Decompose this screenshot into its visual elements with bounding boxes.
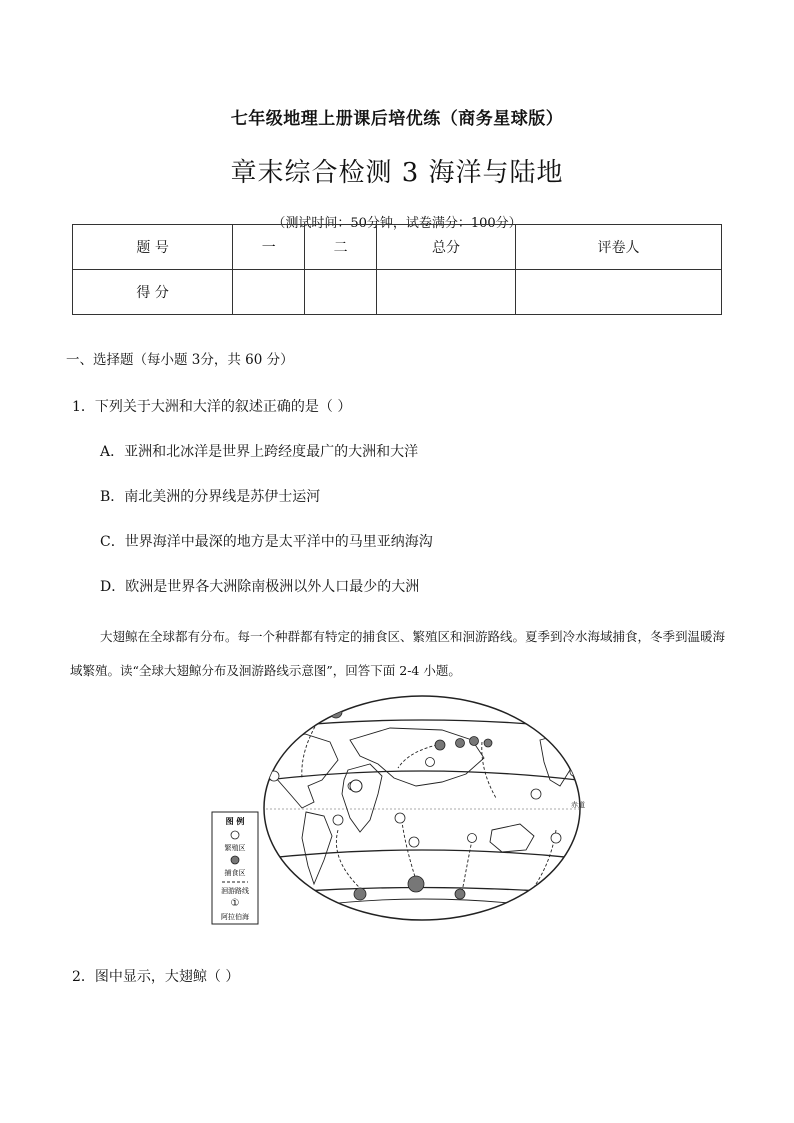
question-1-option-b: B．南北美洲的分界线是苏伊士运河 bbox=[100, 489, 321, 505]
feeding-area bbox=[563, 743, 573, 753]
breeding-area bbox=[395, 813, 405, 823]
score-table-header-row bbox=[73, 225, 722, 270]
breeding-legend-symbol bbox=[231, 831, 239, 839]
arabian-sea-marker bbox=[350, 780, 362, 792]
score-input-cell[interactable] bbox=[305, 270, 377, 315]
feeding-area bbox=[455, 889, 465, 899]
whale-migration-map bbox=[210, 690, 590, 930]
score-table bbox=[72, 224, 722, 315]
question-1-option-a: A．亚洲和北冰洋是世界上跨经度最广的大洲和大洋 bbox=[100, 444, 419, 460]
breeding-area bbox=[570, 768, 578, 776]
score-input-cell[interactable] bbox=[515, 270, 721, 315]
breeding-area bbox=[551, 833, 561, 843]
feeding-area bbox=[484, 739, 492, 747]
test-time-note: （测试时间：50分钟，试卷满分：100分） bbox=[272, 216, 522, 231]
score-cell: 总分 bbox=[377, 225, 516, 270]
equator-label: 赤道 bbox=[571, 801, 585, 809]
question-1-option-d: D．欧洲是世界各大洲除南极洲以外人口最少的大洲 bbox=[100, 579, 420, 595]
reading-passage: 大翅鲸在全球都有分布。每一个种群都有特定的捕食区、繁殖区和洄游路线。夏季到冷水海域捕食，冬季到温暖海域繁殖。读“全球大翅鲸分布及洄游路线示意图”，回答下面 2-4 小题。 bbox=[70, 629, 726, 678]
breeding-area bbox=[315, 705, 325, 715]
score-cell: 一 bbox=[233, 225, 305, 270]
question-1-stem: 1．下列关于大洲和大洋的叙述正确的是（ ） bbox=[72, 399, 352, 415]
score-input-cell[interactable] bbox=[233, 270, 305, 315]
breeding-area bbox=[409, 837, 419, 847]
breeding-area bbox=[531, 789, 541, 799]
legend-breeding-label: 繁殖区 bbox=[224, 844, 246, 852]
score-cell: 二 bbox=[305, 225, 377, 270]
legend-arabian-label: 阿拉伯海 bbox=[221, 913, 249, 921]
feeding-area bbox=[435, 740, 445, 750]
legend-feeding-label: 捕食区 bbox=[224, 869, 246, 877]
page-title: 章末综合检测 3 海洋与陆地 bbox=[230, 158, 564, 188]
feeding-area bbox=[354, 888, 366, 900]
feeding-legend-symbol bbox=[231, 856, 239, 864]
breeding-area bbox=[333, 815, 343, 825]
breeding-area bbox=[426, 758, 435, 767]
feeding-area bbox=[553, 887, 563, 897]
legend-route-label: 洄游路线 bbox=[221, 887, 249, 895]
breeding-area bbox=[468, 834, 477, 843]
score-cell: 评卷人 bbox=[515, 225, 721, 270]
score-cell: 题 号 bbox=[73, 225, 233, 270]
feeding-area bbox=[456, 739, 465, 748]
feeding-area bbox=[518, 894, 530, 906]
question-1-option-c: C．世界海洋中最深的地方是太平洋中的马里亚纳海沟 bbox=[100, 534, 433, 550]
feeding-area bbox=[408, 876, 424, 892]
page-subtitle: 七年级地理上册课后培优练（商务星球版） bbox=[230, 109, 564, 129]
score-row-label: 得 分 bbox=[73, 270, 233, 315]
score-input-cell[interactable] bbox=[377, 270, 516, 315]
score-table-row bbox=[73, 270, 722, 315]
section-heading: 一、选择题（每小题 3分，共 60 分） bbox=[66, 352, 294, 368]
feeding-area bbox=[470, 737, 479, 746]
question-2-stem: 2．图中显示，大翅鲸（ ） bbox=[72, 969, 240, 985]
legend-marker-symbol: ① bbox=[230, 898, 240, 909]
legend-title: 图 例 bbox=[225, 817, 245, 826]
